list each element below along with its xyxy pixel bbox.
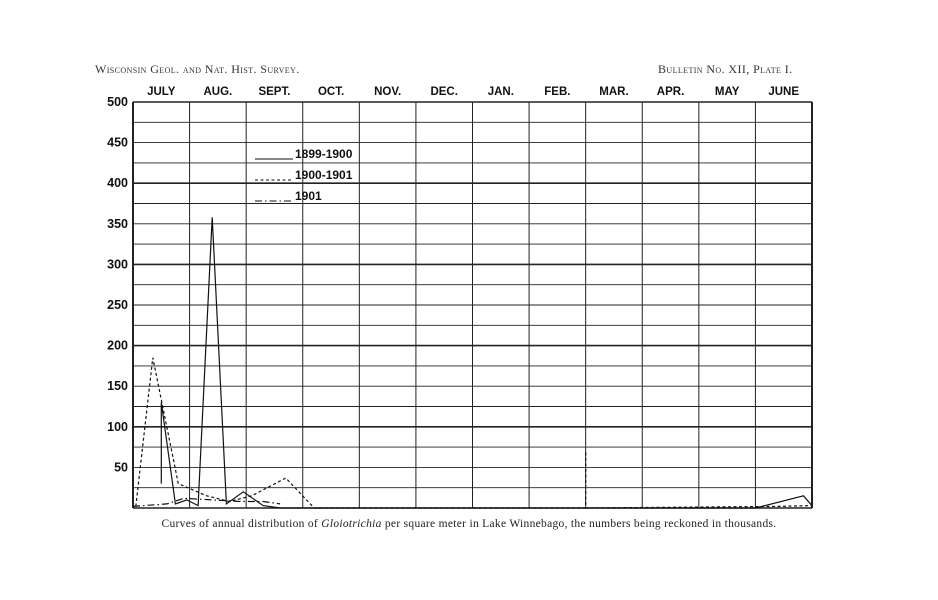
y-tick-label: 250 [107,298,128,312]
y-tick-label: 400 [107,176,128,191]
plate-caption [0,518,938,530]
y-tick-label: 100 [107,419,128,434]
month-label: SEPT. [258,86,291,98]
plate-header-right: Bulletin No. XII, Plate I. [658,62,793,76]
legend-label: 1901 [295,189,322,203]
month-label: OCT. [317,86,345,98]
plate-header-left: Wisconsin Geol. and Nat. Hist. Survey. [95,62,300,76]
month-label: JUNE [768,86,800,98]
month-label: MAR. [599,86,629,98]
y-tick-label: 500 [107,95,128,109]
y-tick-label: 450 [107,135,128,150]
month-label: NOV. [374,86,402,98]
month-label: DEC. [430,86,458,98]
legend [255,147,353,203]
legend-label: 1899-1900 [295,147,353,161]
month-label: MAY [714,86,740,98]
caption-text-start: Curves of annual distribution of [161,518,322,530]
y-tick-label: 200 [107,338,128,353]
y-tick-labels [107,95,128,474]
chart-grid [133,102,812,508]
caption-text-end: per square meter in Lake Winnebago, the numbers being reckoned in thousands. [381,518,777,530]
month-label: JULY [147,86,176,98]
y-tick-label: 50 [114,460,128,475]
month-label: FEB. [544,86,571,98]
month-label: AUG. [203,86,233,98]
series-line-1900-1901 [136,358,812,508]
y-tick-label: 150 [107,379,128,394]
caption-genus: Gloiotrichia [321,518,382,530]
month-label: APR. [656,86,685,98]
legend-label: 1900-1901 [295,168,353,182]
month-label: JAN. [487,86,514,98]
series-line-1899-1900 [161,217,812,508]
month-labels [147,86,799,98]
y-tick-label: 300 [107,257,128,272]
y-tick-label: 350 [107,216,128,231]
